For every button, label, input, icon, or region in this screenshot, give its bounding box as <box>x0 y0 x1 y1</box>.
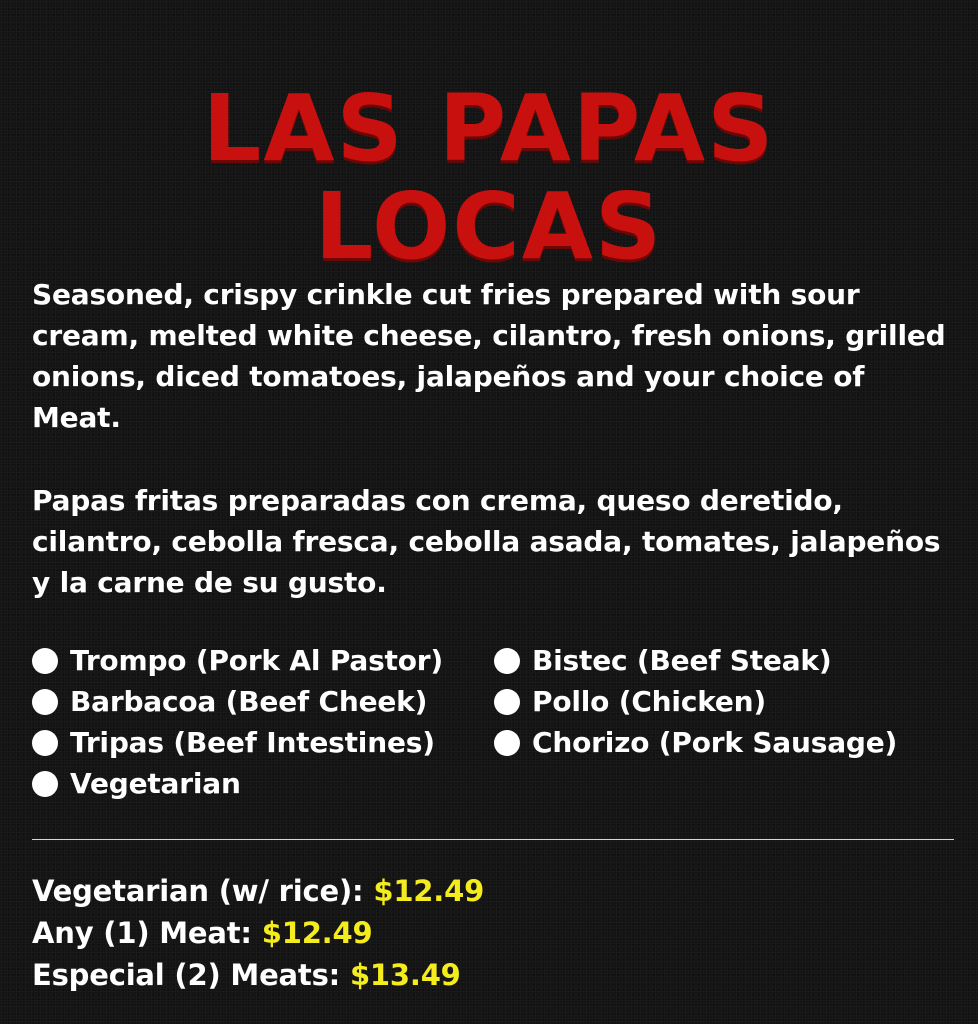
price-label: Vegetarian (w/ rice): <box>32 874 364 908</box>
meat-option-chorizo <box>494 722 960 763</box>
price-value: $13.49 <box>349 958 461 992</box>
price-row-vegetarian <box>32 870 484 912</box>
meat-option-pollo <box>494 681 960 722</box>
bullet-icon <box>494 648 520 674</box>
description-spanish: Papas fritas preparadas con crema, queso deretido, cilantro, cebolla fresca, cebolla asada, tomates, jalapeños y la carne de su gusto. <box>32 484 941 599</box>
meat-option-label: Chorizo (Pork Sausage) <box>532 726 898 759</box>
menu-title-line-1: LAS PAPAS <box>202 74 776 182</box>
meat-option-label: Trompo (Pork Al Pastor) <box>70 644 443 677</box>
section-divider <box>32 839 954 840</box>
price-label: Especial (2) Meats: <box>32 958 341 992</box>
bullet-icon <box>494 689 520 715</box>
price-value: $12.49 <box>373 874 485 908</box>
bullet-icon <box>32 730 58 756</box>
bullet-icon <box>494 730 520 756</box>
price-value: $12.49 <box>261 916 373 950</box>
bullet-icon <box>32 648 58 674</box>
meat-option-label: Barbacoa (Beef Cheek) <box>70 685 428 718</box>
meat-option-label: Bistec (Beef Steak) <box>532 644 832 677</box>
menu-title <box>0 74 978 280</box>
price-list <box>32 870 484 996</box>
bullet-icon <box>32 689 58 715</box>
description-english: Seasoned, crispy crinkle cut fries prepared with sour cream, melted white cheese, cilantro, fresh onions, grilled onions, diced tomatoes, jalapeños and your choice of Meat. <box>32 278 946 434</box>
meat-options-list <box>32 640 962 804</box>
meat-option-barbacoa <box>32 681 494 722</box>
price-row-two-meats <box>32 954 484 996</box>
price-label: Any (1) Meat: <box>32 916 252 950</box>
meat-option-bistec <box>494 640 960 681</box>
meat-option-trompo <box>32 640 494 681</box>
meat-option-label: Vegetarian <box>70 767 241 800</box>
price-row-one-meat <box>32 912 484 954</box>
meat-option-label: Pollo (Chicken) <box>532 685 767 718</box>
meat-option-vegetarian <box>32 763 494 804</box>
meat-option-tripas <box>32 722 494 763</box>
meat-option-label: Tripas (Beef Intestines) <box>70 726 435 759</box>
bullet-icon <box>32 771 58 797</box>
menu-title-line-2: LOCAS <box>314 172 664 280</box>
